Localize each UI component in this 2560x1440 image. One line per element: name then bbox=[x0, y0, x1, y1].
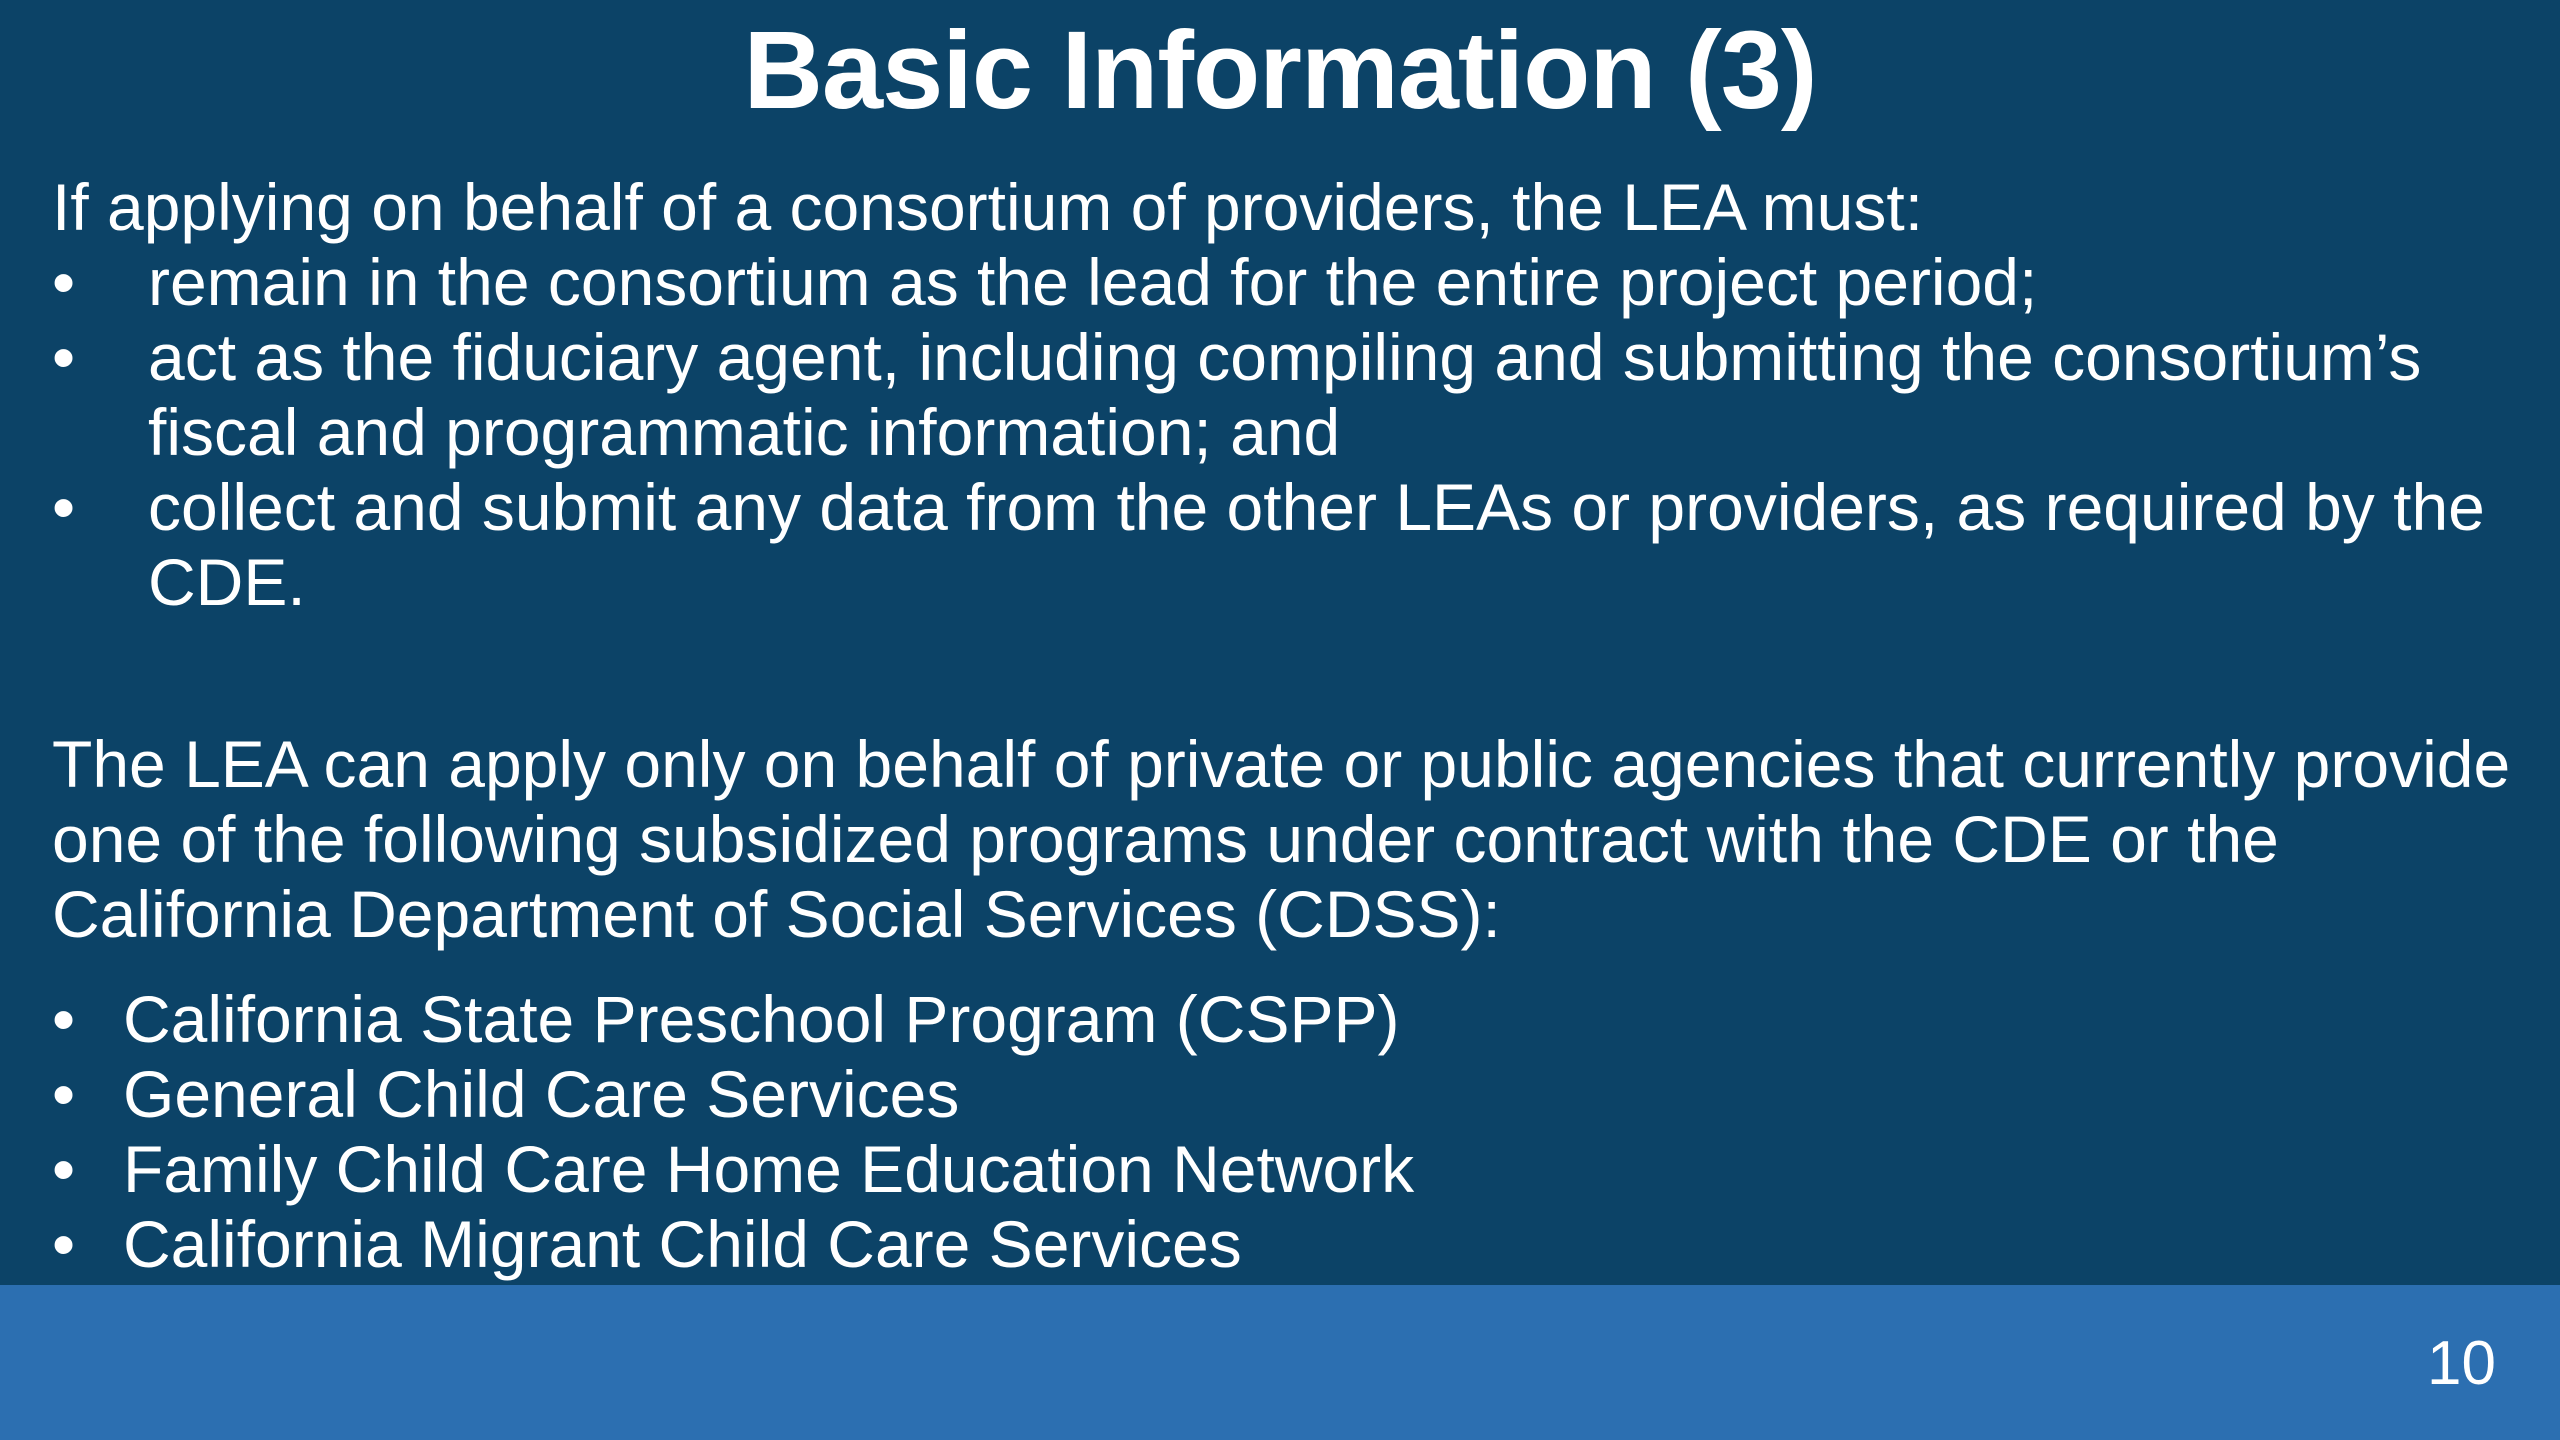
list-item bbox=[52, 1057, 2512, 1132]
list-item bbox=[52, 982, 2512, 1057]
list-item-text: collect and submit any data from the other LEAs or providers, as required by the CDE. bbox=[148, 470, 2485, 619]
bullet-icon: • bbox=[52, 245, 76, 319]
page-number: 10 bbox=[2427, 1329, 2496, 1398]
bullet-icon: • bbox=[52, 1057, 76, 1131]
subsidized-programs-list bbox=[52, 982, 2512, 1282]
list-item-text: remain in the consortium as the lead for the entire project period; bbox=[148, 245, 2038, 319]
list-item-text: act as the fiduciary agent, including compiling and submitting the consortium’s fiscal and programmatic information; and bbox=[148, 320, 2422, 469]
footer-bar bbox=[0, 1285, 2560, 1440]
slide-title: Basic Information (3) bbox=[743, 9, 1817, 132]
eligible-agencies-intro: The LEA can apply only on behalf of private or public agencies that currently provide one of the following subsidized programs under contract with the CDE or the California Department of Social Services (CDSS): bbox=[52, 727, 2511, 951]
bullet-icon: • bbox=[52, 1132, 76, 1206]
list-item-text: California State Preschool Program (CSPP) bbox=[123, 982, 1400, 1056]
consortium-requirements-list bbox=[52, 245, 2512, 620]
bullet-icon: • bbox=[52, 470, 76, 544]
list-item bbox=[52, 320, 2512, 470]
list-item-text: General Child Care Services bbox=[123, 1057, 960, 1131]
bullet-icon: • bbox=[52, 1207, 76, 1281]
bullet-icon: • bbox=[52, 982, 76, 1056]
bullet-icon: • bbox=[52, 320, 76, 394]
list-item bbox=[52, 1132, 2512, 1207]
list-item bbox=[52, 245, 2512, 320]
list-item bbox=[52, 1207, 2512, 1282]
list-item-text: California Migrant Child Care Services bbox=[123, 1207, 1242, 1281]
consortium-intro: If applying on behalf of a consortium of providers, the LEA must: bbox=[52, 170, 1924, 244]
list-item bbox=[52, 470, 2512, 620]
list-item-text: Family Child Care Home Education Network bbox=[123, 1132, 1415, 1206]
